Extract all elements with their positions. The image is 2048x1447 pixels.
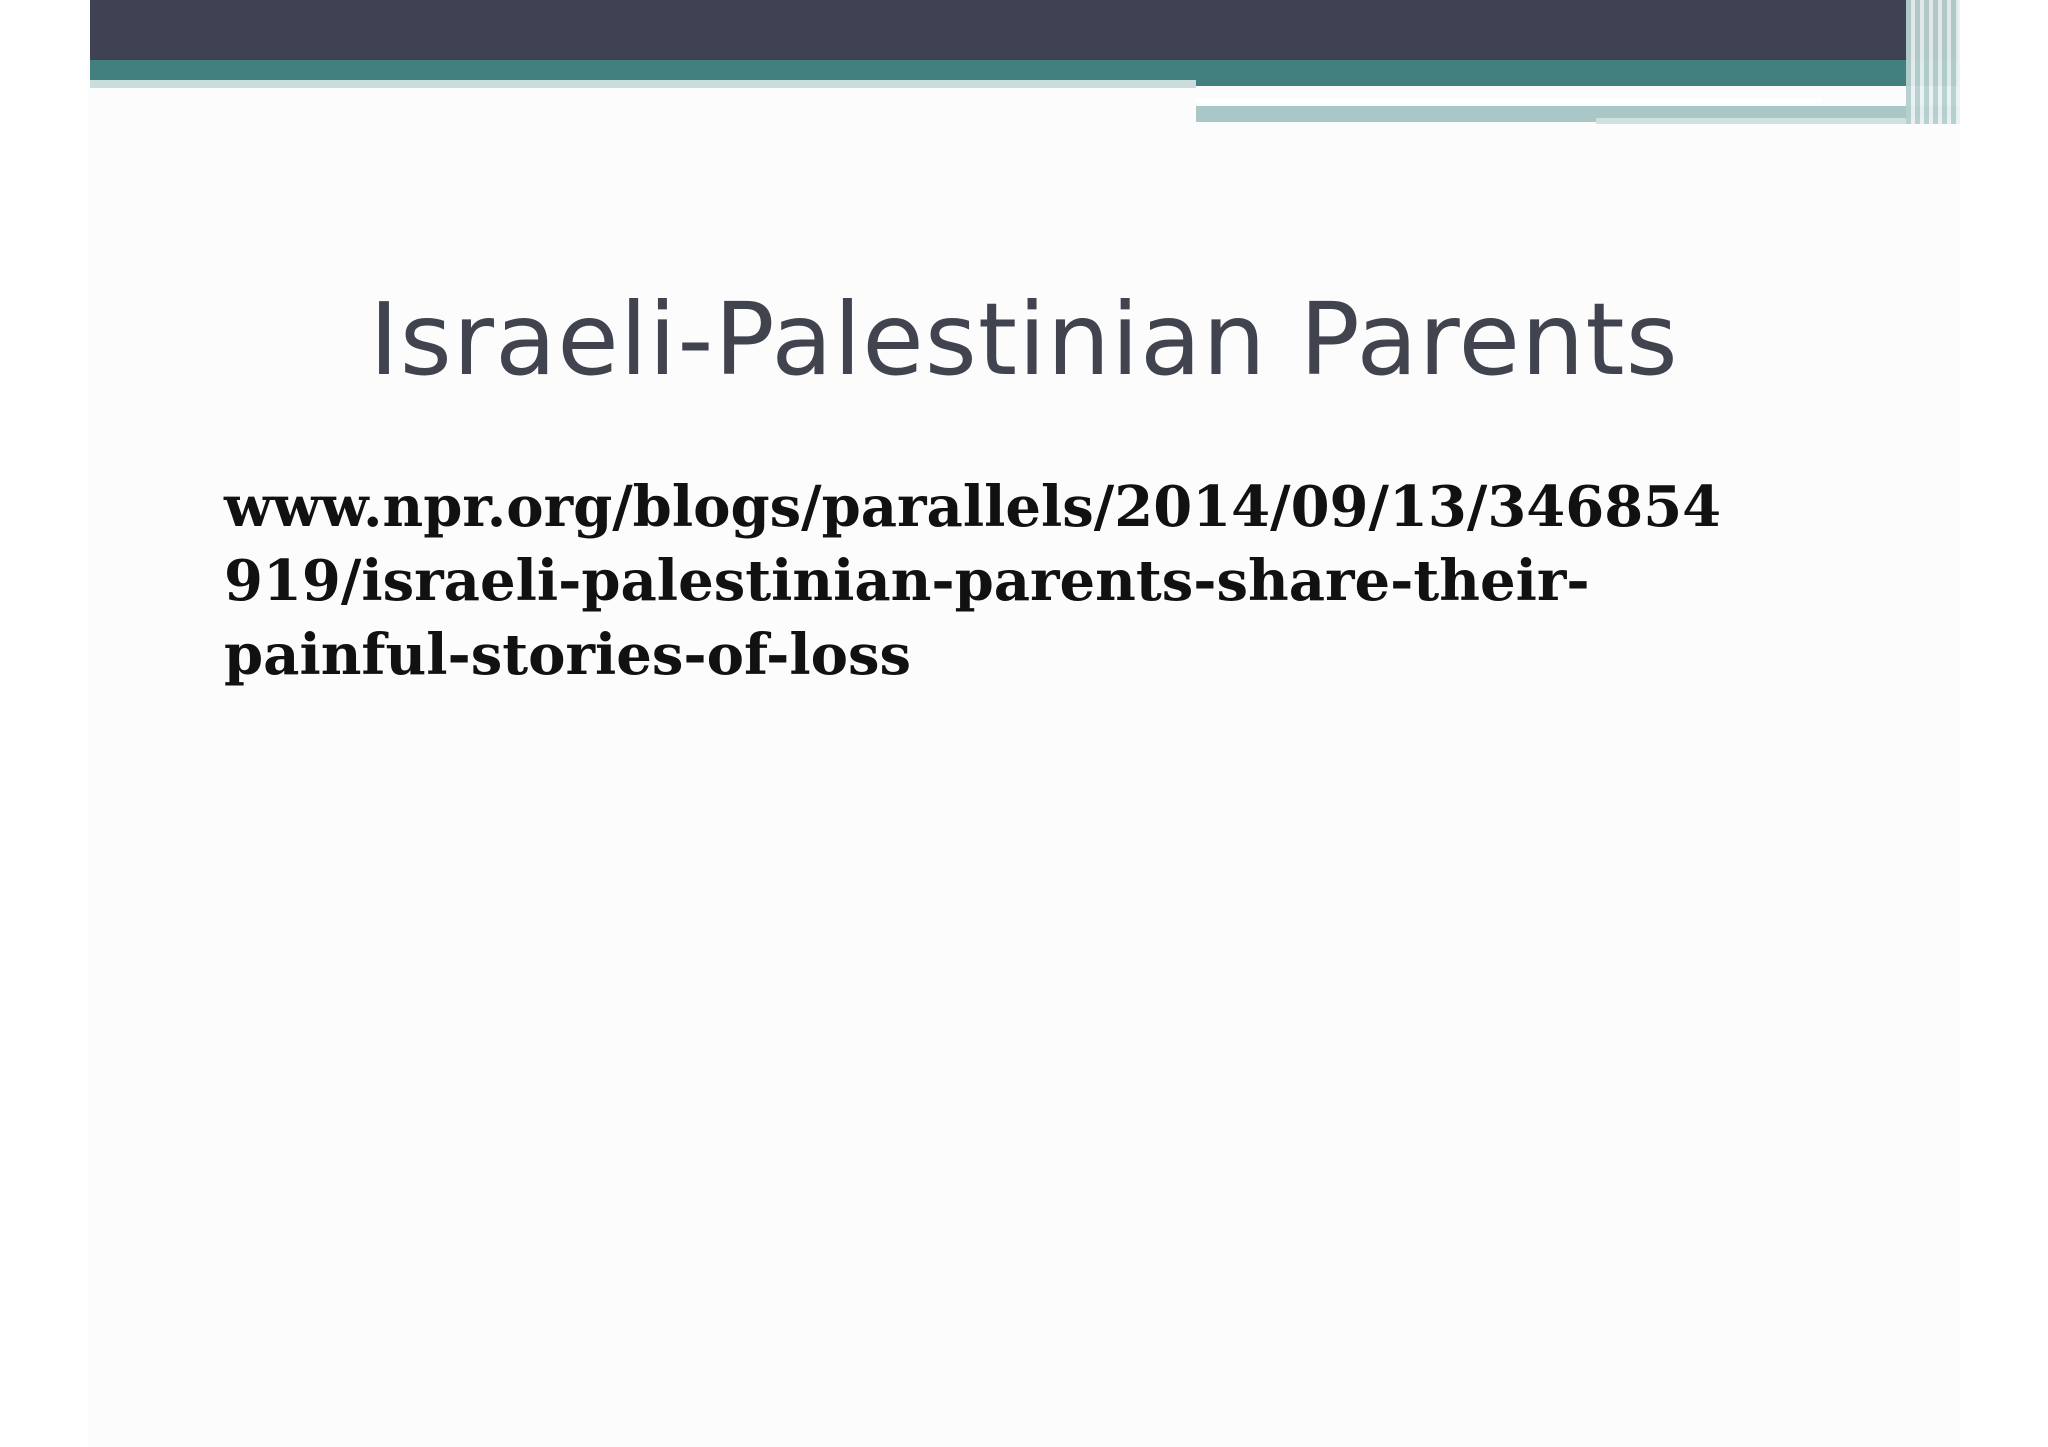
url-line-2: 919/israeli-palestinian-parents-share-their- <box>224 548 1590 614</box>
header-white-line <box>1196 98 1822 103</box>
slide-title: Israeli-Palestinian Parents <box>369 281 1679 398</box>
header-light-band-right-lower <box>1596 118 1958 124</box>
header-stripes-decoration <box>1906 0 1960 124</box>
header-light-band-left <box>90 80 1196 88</box>
slide-background <box>88 0 1960 1447</box>
url-line-3: painful-stories-of-loss <box>224 622 912 688</box>
slide-url-text <box>224 470 1844 692</box>
header-dark-band <box>90 0 1958 60</box>
url-line-1: www.npr.org/blogs/parallels/2014/09/13/346854 <box>224 474 1722 540</box>
